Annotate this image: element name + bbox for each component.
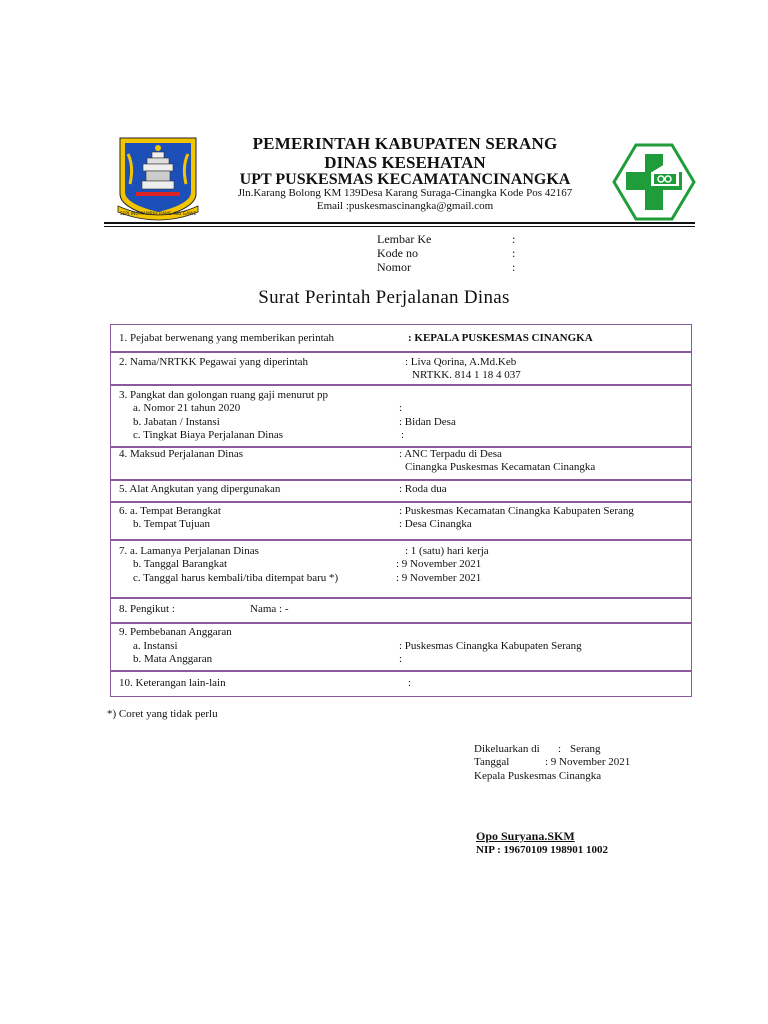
row-5-label: 5. Alat Angkutan yang dipergunakan <box>119 483 281 495</box>
meta-kode-label: Kode no <box>377 246 418 260</box>
row-9-a-label: a. Instansi <box>133 640 178 652</box>
issued-at-label: Dikeluarkan di <box>474 743 540 755</box>
row-9-label: 9. Pembebanan Anggaran <box>119 626 232 638</box>
signer-name: Opo Suryana.SKM <box>476 829 575 843</box>
meta-lembar-label: Lembar Ke <box>377 232 432 246</box>
document-title: Surat Perintah Perjalanan Dinas <box>258 287 510 308</box>
row-2-value-name: : Liva Qorina, A.Md.Keb <box>405 356 517 368</box>
row-7-c-label: c. Tanggal harus kembali/tiba ditempat baru *) <box>133 572 339 584</box>
row-5-value: : Roda dua <box>399 483 447 495</box>
row-2-value-nrtkk: NRTKK. 814 1 18 4 037 <box>412 369 521 381</box>
meta-nomor-sep: : <box>512 260 516 274</box>
row-3-b-value: : Bidan Desa <box>399 416 456 428</box>
row-2-label: 2. Nama/NRTKK Pegawai yang diperintah <box>119 356 309 368</box>
signer-position: Kepala Puskesmas Cinangka <box>474 770 602 782</box>
puskesmas-logo <box>612 142 696 222</box>
row-9-b-label: b. Mata Anggaran <box>133 653 213 665</box>
meta-lembar-sep: : <box>512 232 516 246</box>
row-10-value: : <box>408 677 412 689</box>
row-6-b-value: : Desa Cinangka <box>399 518 472 530</box>
header-rule-thick <box>104 222 695 224</box>
row-7-b-label: b. Tanggal Barangkat <box>133 558 228 570</box>
row-1-label: 1. Pejabat berwenang yang memberikan perintah <box>119 332 335 344</box>
row-7-a-value: : 1 (satu) hari kerja <box>405 545 489 557</box>
header-department: DINAS KESEHATAN <box>324 153 486 172</box>
header-address: Jln.Karang Bolong KM 139Desa Karang Suraga-Cinangka Kode Pos 42167 <box>237 187 573 199</box>
row-4-value-1: : ANC Terpadu di Desa <box>399 448 502 460</box>
row-7-b-value: : 9 November 2021 <box>396 558 482 570</box>
meta-kode-sep: : <box>512 246 516 260</box>
row-9-b-value: : <box>399 653 403 665</box>
row-6-a-value: : Puskesmas Kecamatan Cinangka Kabupaten Serang <box>399 505 634 517</box>
row-3-b-label: b. Jabatan / Instansi <box>133 416 220 428</box>
header-email: Email :puskesmascinangka@gmail.com <box>316 200 494 212</box>
header-government: PEMERINTAH KABUPATEN SERANG <box>252 134 558 153</box>
issued-date-label: Tanggal <box>474 756 510 768</box>
footnote: *) Coret yang tidak perlu <box>107 708 218 720</box>
row-3-a-value: : <box>399 402 403 414</box>
row-8-label: 8. Pengikut : <box>119 603 175 615</box>
row-3-a-label: a. Nomor 21 tahun 2020 <box>133 402 241 414</box>
row-6-a-label: 6. a. Tempat Berangkat <box>119 505 221 517</box>
meta-nomor-label: Nomor <box>377 260 411 274</box>
issued-at-sep: : <box>558 743 562 755</box>
row-1-value: : KEPALA PUSKESMAS CINANGKA <box>408 332 593 344</box>
svg-text:SEPI ING PAMRIH RAME ING GAWE: SEPI ING PAMRIH RAME ING GAWE <box>119 212 197 217</box>
issued-date-value: : 9 November 2021 <box>545 756 631 768</box>
header-rule-thin <box>104 226 695 227</box>
row-4-value-2: Cinangka Puskesmas Kecamatan Cinangka <box>405 461 596 473</box>
row-8-box <box>110 597 692 624</box>
row-8-nama: Nama : - <box>250 603 289 615</box>
row-9-a-value: : Puskesmas Cinangka Kabupaten Serang <box>399 640 582 652</box>
header-puskesmas: UPT PUSKESMAS KECAMATANCINANGKA <box>239 171 571 188</box>
row-7-c-value: : 9 November 2021 <box>396 572 482 584</box>
kabupaten-serang-emblem <box>116 136 200 222</box>
row-3-c-label: c. Tingkat Biaya Perjalanan Dinas <box>133 429 284 441</box>
row-3-label: 3. Pangkat dan golongan ruang gaji menurut pp <box>119 389 328 401</box>
issued-at-place: Serang <box>570 743 601 755</box>
signer-nip: NIP : 19670109 198901 1002 <box>476 844 608 856</box>
row-4-label: 4. Maksud Perjalanan Dinas <box>119 448 244 460</box>
row-6-b-label: b. Tempat Tujuan <box>133 518 210 530</box>
row-10-label: 10. Keterangan lain-lain <box>119 677 226 689</box>
row-7-a-label: 7. a. Lamanya Perjalanan Dinas <box>119 545 259 557</box>
row-3-c-value: : <box>401 429 405 441</box>
